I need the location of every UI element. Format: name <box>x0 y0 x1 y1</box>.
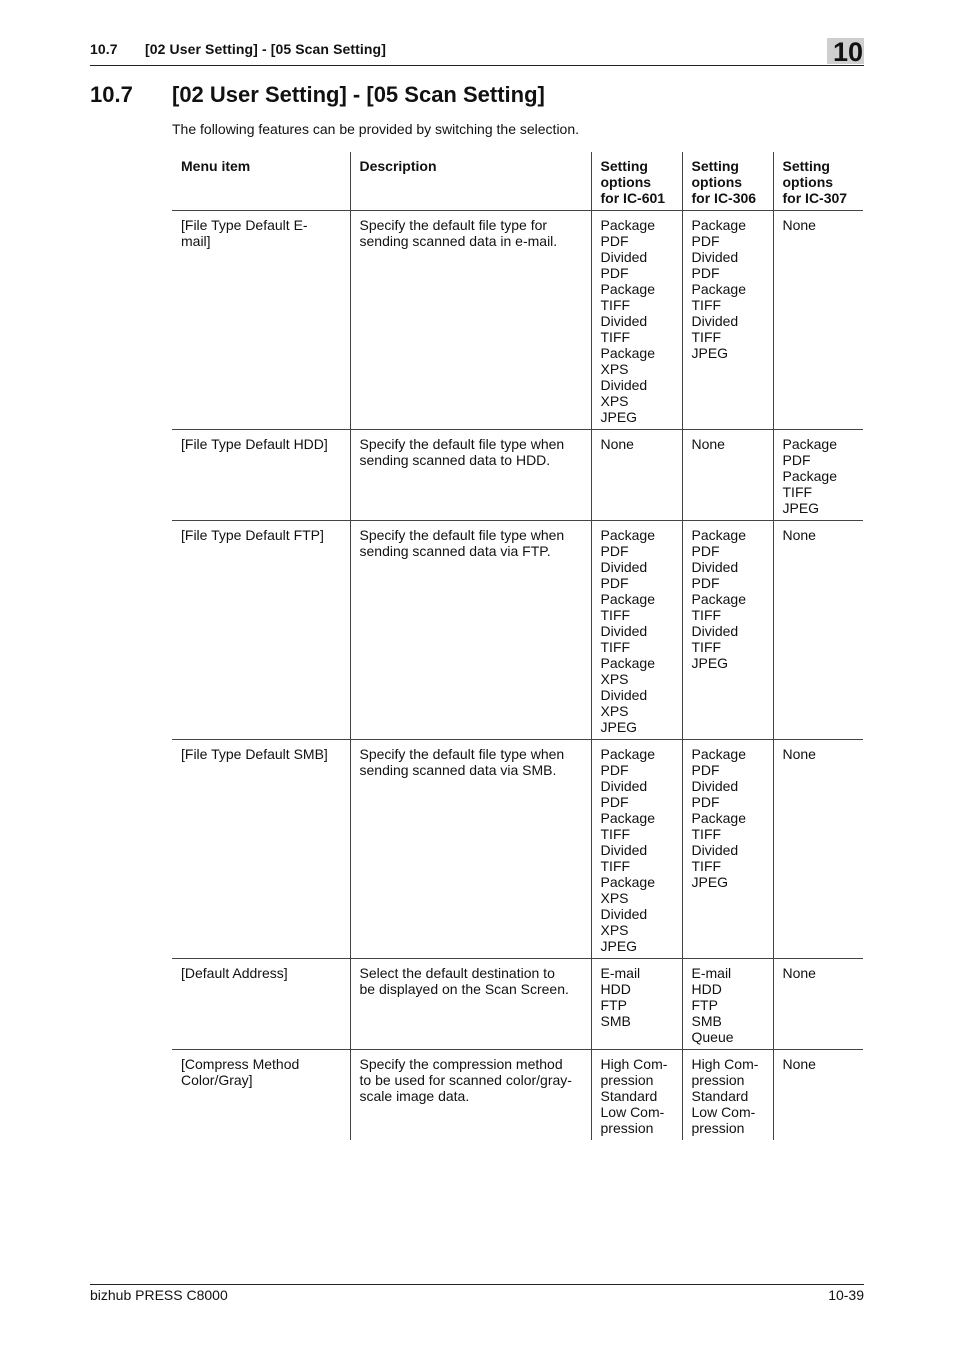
ic306-options-cell <box>682 959 773 1050</box>
option-value: Divided <box>600 842 648 858</box>
option-value: PDF <box>600 233 629 249</box>
option-value: TIFF <box>600 826 631 842</box>
column-header-line: Setting <box>600 158 648 174</box>
column-header-line: for IC-307 <box>782 190 848 206</box>
column-header-line: options <box>691 174 743 190</box>
option-value: None <box>782 1056 816 1072</box>
option-value: Package <box>600 281 655 297</box>
option-value: FTP <box>691 997 718 1013</box>
header-divider <box>90 65 864 66</box>
option-value: PDF <box>691 762 720 778</box>
ic307-options-cell <box>773 1050 863 1141</box>
section-heading-text: [02 User Setting] - [05 Scan Setting] <box>172 82 545 107</box>
option-value: None <box>782 217 816 233</box>
ic601-options-cell <box>591 430 682 521</box>
ic601-options-cell <box>591 740 682 959</box>
cell-text-line: Select the default destination to <box>359 965 555 981</box>
option-value: Low Com- <box>691 1104 756 1120</box>
menu-item-cell <box>172 211 350 430</box>
column-header-line: Menu item <box>181 158 251 174</box>
cell-text-line: Specify the default file type when <box>359 527 565 543</box>
option-value: Package <box>782 436 837 452</box>
option-value: JPEG <box>600 938 638 954</box>
option-value: TIFF <box>600 858 631 874</box>
cell-text-line: Specify the default file type for <box>359 217 548 233</box>
ic307-options-cell <box>773 740 863 959</box>
column-header-line: Setting <box>782 158 830 174</box>
table-row <box>172 740 863 959</box>
footer-page-number: 10-39 <box>828 1287 864 1303</box>
cell-text-line: sending scanned data via FTP. <box>359 543 551 559</box>
description-cell <box>350 740 591 959</box>
option-value: HDD <box>691 981 722 997</box>
cell-text-line: sending scanned data in e-mail. <box>359 233 558 249</box>
option-value: Standard <box>600 1088 658 1104</box>
column-header <box>682 152 773 211</box>
ic306-options-cell <box>682 1050 773 1141</box>
table-header-row <box>172 152 863 211</box>
option-value: TIFF <box>691 297 722 313</box>
ic601-options-cell <box>591 211 682 430</box>
running-header <box>90 41 386 57</box>
cell-text-line: sending scanned data via SMB. <box>359 762 557 778</box>
table-row <box>172 959 863 1050</box>
cell-text-line: [File Type Default E- <box>181 217 308 233</box>
option-value: PDF <box>691 233 720 249</box>
option-value: Package <box>782 468 837 484</box>
description-cell <box>350 959 591 1050</box>
cell-text-line: [File Type Default HDD] <box>181 436 328 452</box>
option-value: Divided <box>600 313 648 329</box>
chapter-number-tab: 10 <box>827 38 864 64</box>
option-value: TIFF <box>691 826 722 842</box>
menu-item-cell <box>172 740 350 959</box>
option-value: High Com- <box>691 1056 759 1072</box>
option-value: Package <box>600 655 655 671</box>
option-value: TIFF <box>600 297 631 313</box>
option-value: PDF <box>691 575 720 591</box>
option-value: None <box>600 436 634 452</box>
ic306-options-cell <box>682 430 773 521</box>
option-value: None <box>782 527 816 543</box>
column-header-line: options <box>600 174 652 190</box>
column-header <box>591 152 682 211</box>
option-value: PDF <box>600 543 629 559</box>
menu-item-cell <box>172 430 350 521</box>
option-value: XPS <box>600 703 629 719</box>
option-value: Divided <box>600 377 648 393</box>
ic307-options-cell <box>773 521 863 740</box>
cell-text-line: Specify the default file type when <box>359 436 565 452</box>
table-row <box>172 211 863 430</box>
option-value: TIFF <box>691 607 722 623</box>
cell-text-line: to be used for scanned color/gray- <box>359 1072 572 1088</box>
cell-text-line: be displayed on the Scan Screen. <box>359 981 569 997</box>
intro-paragraph: The following features can be provided by switching the selection. <box>172 121 580 137</box>
option-value: HDD <box>600 981 631 997</box>
column-header <box>350 152 591 211</box>
column-header-line: Setting <box>691 158 739 174</box>
option-value: E-mail <box>691 965 732 981</box>
option-value: TIFF <box>691 639 722 655</box>
table-body <box>172 211 863 1141</box>
option-value: XPS <box>600 361 629 377</box>
section-number: 10.7 <box>90 82 133 107</box>
option-value: XPS <box>600 671 629 687</box>
option-value: Low Com- <box>600 1104 665 1120</box>
option-value: Package <box>691 527 746 543</box>
option-value: Package <box>600 810 655 826</box>
option-value: TIFF <box>600 607 631 623</box>
scan-settings-table <box>172 152 863 1140</box>
option-value: pression <box>600 1072 654 1088</box>
option-value: Divided <box>691 249 739 265</box>
option-value: Divided <box>600 559 648 575</box>
option-value: Divided <box>691 842 739 858</box>
ic601-options-cell <box>591 1050 682 1141</box>
footer-product-name: bizhub PRESS C8000 <box>90 1287 228 1303</box>
option-value: Package <box>691 810 746 826</box>
cell-text-line: Specify the default file type when <box>359 746 565 762</box>
description-cell <box>350 1050 591 1141</box>
section-title <box>90 82 545 108</box>
running-header-section-number: 10.7 <box>90 41 118 57</box>
option-value: PDF <box>600 794 629 810</box>
description-cell <box>350 521 591 740</box>
column-header-line: for IC-601 <box>600 190 666 206</box>
column-header <box>773 152 863 211</box>
column-header <box>172 152 350 211</box>
column-header-line: Description <box>359 158 437 174</box>
option-value: Divided <box>600 906 648 922</box>
option-value: PDF <box>691 794 720 810</box>
option-value: JPEG <box>691 345 729 361</box>
cell-text-line: sending scanned data to HDD. <box>359 452 551 468</box>
cell-text-line: Color/Gray] <box>181 1072 253 1088</box>
option-value: High Com- <box>600 1056 668 1072</box>
option-value: JPEG <box>691 655 729 671</box>
option-value: Divided <box>691 778 739 794</box>
option-value: XPS <box>600 393 629 409</box>
option-value: None <box>691 436 725 452</box>
running-header-title: [02 User Setting] - [05 Scan Setting] <box>145 41 386 57</box>
option-value: Package <box>600 527 655 543</box>
option-value: None <box>782 746 816 762</box>
option-value: Queue <box>691 1029 734 1045</box>
option-value: FTP <box>600 997 627 1013</box>
option-value: PDF <box>600 762 629 778</box>
option-value: TIFF <box>600 639 631 655</box>
menu-item-cell <box>172 1050 350 1141</box>
option-value: Package <box>600 217 655 233</box>
cell-text-line: [File Type Default SMB] <box>181 746 328 762</box>
ic307-options-cell <box>773 959 863 1050</box>
table-row <box>172 1050 863 1141</box>
footer-divider <box>90 1284 864 1285</box>
cell-text-line: [Default Address] <box>181 965 288 981</box>
description-cell <box>350 211 591 430</box>
option-value: Package <box>691 591 746 607</box>
option-value: Divided <box>600 249 648 265</box>
option-value: TIFF <box>782 484 813 500</box>
option-value: TIFF <box>600 329 631 345</box>
option-value: JPEG <box>600 409 638 425</box>
option-value: PDF <box>782 452 811 468</box>
description-cell <box>350 430 591 521</box>
option-value: Standard <box>691 1088 749 1104</box>
cell-text-line: Specify the compression method <box>359 1056 563 1072</box>
option-value: TIFF <box>691 858 722 874</box>
ic307-options-cell <box>773 430 863 521</box>
option-value: Divided <box>691 623 739 639</box>
ic306-options-cell <box>682 521 773 740</box>
option-value: Divided <box>600 623 648 639</box>
option-value: Divided <box>691 559 739 575</box>
option-value: Package <box>600 874 655 890</box>
option-value: SMB <box>691 1013 722 1029</box>
option-value: Package <box>600 345 655 361</box>
ic306-options-cell <box>682 740 773 959</box>
option-value: JPEG <box>782 500 820 516</box>
option-value: pression <box>691 1120 745 1136</box>
cell-text-line: scale image data. <box>359 1088 470 1104</box>
option-value: Package <box>691 281 746 297</box>
ic307-options-cell <box>773 211 863 430</box>
option-value: XPS <box>600 890 629 906</box>
ic601-options-cell <box>591 959 682 1050</box>
table-row <box>172 521 863 740</box>
option-value: pression <box>691 1072 745 1088</box>
option-value: PDF <box>600 575 629 591</box>
option-value: TIFF <box>691 329 722 345</box>
option-value: Divided <box>600 687 648 703</box>
cell-text-line: [Compress Method <box>181 1056 300 1072</box>
ic601-options-cell <box>591 521 682 740</box>
option-value: PDF <box>691 543 720 559</box>
cell-text-line: [File Type Default FTP] <box>181 527 324 543</box>
option-value: XPS <box>600 922 629 938</box>
column-header-line: for IC-306 <box>691 190 757 206</box>
option-value: Divided <box>691 313 739 329</box>
ic306-options-cell <box>682 211 773 430</box>
option-value: Package <box>600 746 655 762</box>
option-value: Package <box>691 217 746 233</box>
option-value: PDF <box>691 265 720 281</box>
option-value: Package <box>691 746 746 762</box>
menu-item-cell <box>172 521 350 740</box>
option-value: JPEG <box>600 719 638 735</box>
option-value: JPEG <box>691 874 729 890</box>
option-value: pression <box>600 1120 654 1136</box>
table-row <box>172 430 863 521</box>
column-header-line: options <box>782 174 834 190</box>
option-value: PDF <box>600 265 629 281</box>
option-value: SMB <box>600 1013 631 1029</box>
option-value: Package <box>600 591 655 607</box>
menu-item-cell <box>172 959 350 1050</box>
cell-text-line: mail] <box>181 233 211 249</box>
option-value: None <box>782 965 816 981</box>
option-value: Divided <box>600 778 648 794</box>
option-value: E-mail <box>600 965 641 981</box>
